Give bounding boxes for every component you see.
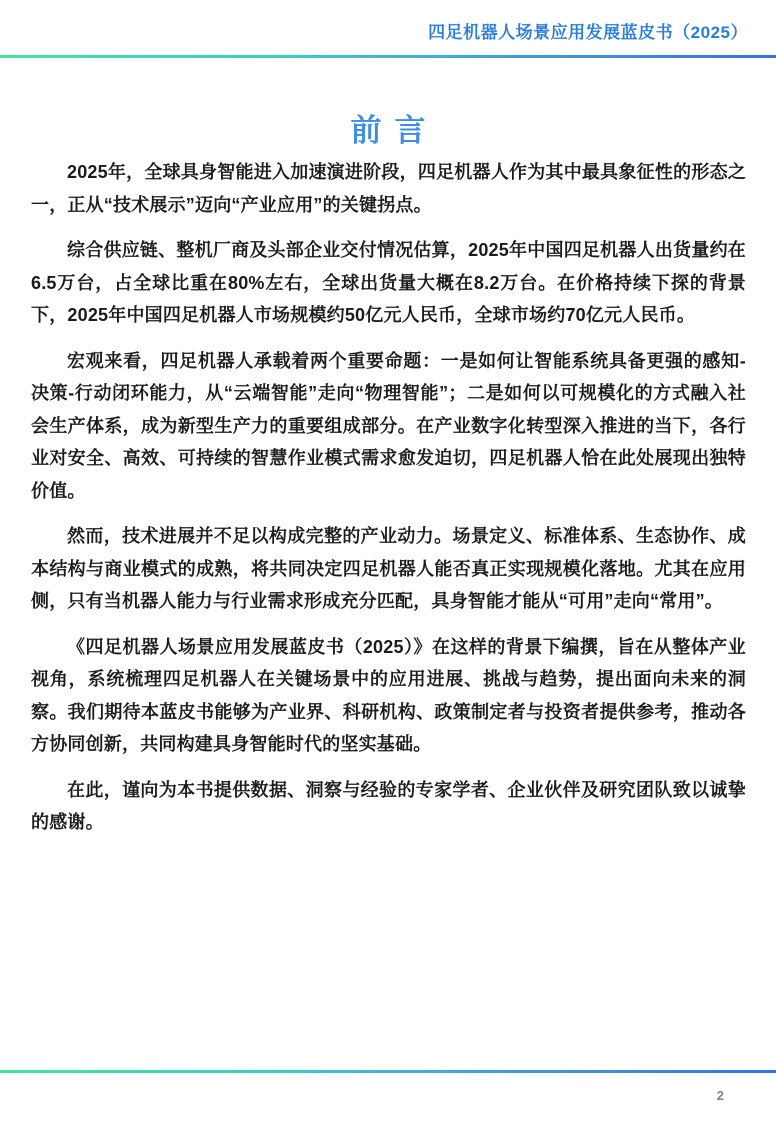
page-header: [0, 0, 776, 55]
preface-body: [31, 156, 746, 852]
footer-gradient-rule: [0, 1070, 776, 1073]
body-paragraph: 2025年，全球具身智能进入加速演进阶段，四足机器人作为其中最具象征性的形态之一，正从“技术展示”迈向“产业应用”的关键拐点。: [31, 162, 746, 215]
page-title: 前言: [350, 112, 439, 148]
header-gradient-rule: [0, 55, 776, 58]
body-paragraph: 综合供应链、整机厂商及头部企业交付情况估算，2025年中国四足机器人出货量约在6.5万台，占全球比重在80%左右，全球出货量大概在8.2万台。在价格持续下探的背景下，2025年中国四足机器人市场规模约50亿元人民币，全球市场约70亿元人民币。: [31, 240, 746, 325]
body-paragraph: 在此，谨向为本书提供数据、洞察与经验的专家学者、企业伙伴及研究团队致以诚挚的感谢。: [31, 779, 746, 832]
page-number: 2: [716, 1088, 724, 1103]
body-paragraph: 《四足机器人场景应用发展蓝皮书（2025）》在这样的背景下编撰，旨在从整体产业视角，系统梳理四足机器人在关键场景中的应用进展、挑战与趋势，提出面向未来的洞察。我们期待本蓝皮书能够为产业界、科研机构、政策制定者与投资者提供参考，推动各方协同创新，共同构建具身智能时代的坚实基础。: [31, 636, 746, 754]
body-paragraph: 然而，技术进展并不足以构成完整的产业动力。场景定义、标准体系、生态协作、成本结构与商业模式的成熟，将共同决定四足机器人能否真正实现规模化落地。尤其在应用侧，只有当机器人能力与行业需求形成充分匹配，具身智能才能从“可用”走向“常用”。: [31, 526, 746, 611]
body-paragraph: 宏观来看，四足机器人承载着两个重要命题：一是如何让智能系统具备更强的感知-决策-行动闭环能力，从“云端智能”走向“物理智能”；二是如何以可规模化的方式融入社会生产体系，成为新型生产力的重要组成部分。在产业数字化转型深入推进的当下，各行业对安全、高效、可持续的智慧作业模式需求愈发迫切，四足机器人恰在此处展现出独特价值。: [31, 350, 746, 501]
header-booklet-title: 四足机器人场景应用发展蓝皮书（2025）: [428, 23, 748, 42]
